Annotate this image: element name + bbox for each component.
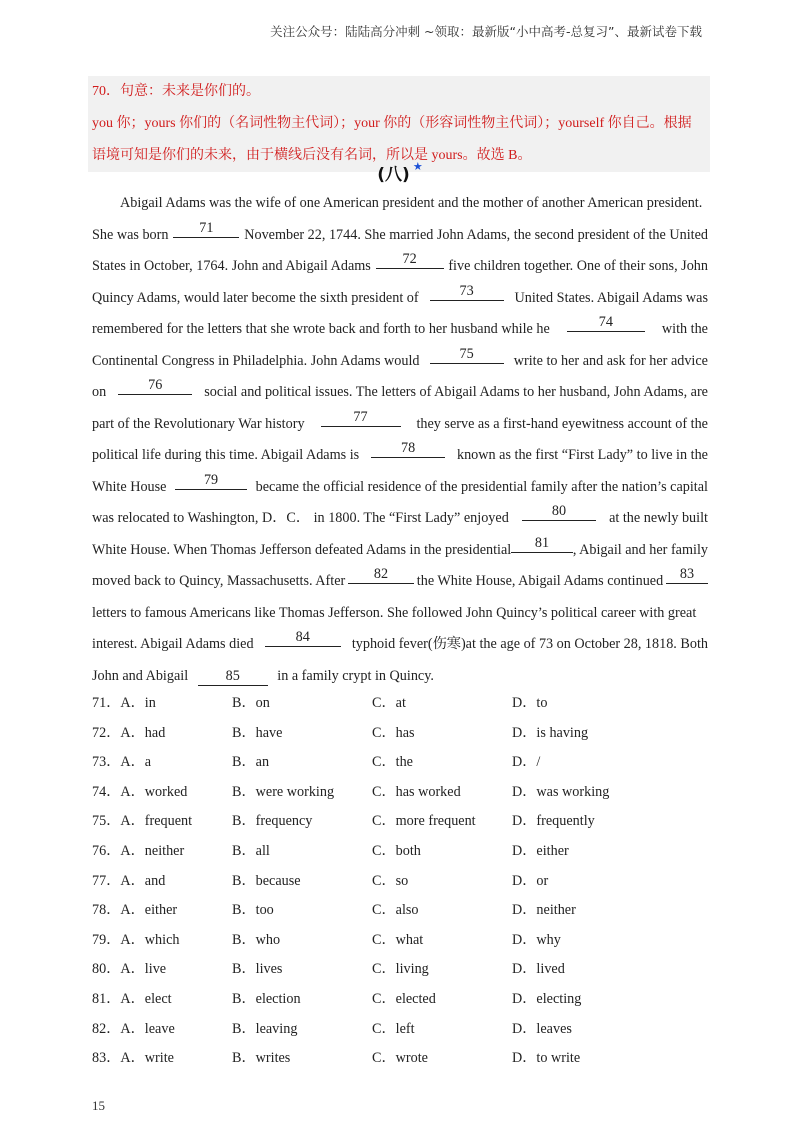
passage-line: [92, 629, 708, 661]
option-b[interactable]: B．all: [232, 842, 270, 859]
option-d[interactable]: D．why: [512, 931, 561, 948]
blank-81[interactable]: 81: [511, 535, 573, 553]
option-row: [92, 867, 712, 897]
blank-75[interactable]: 75: [430, 346, 504, 364]
passage-text: on: [92, 384, 107, 400]
option-a[interactable]: 79．A．which: [92, 931, 180, 948]
option-a[interactable]: 72．A．had: [92, 724, 166, 741]
option-row: [92, 689, 712, 719]
passage-text: social and political issues. The letters of Abigail Adams to her husband, John Adams, are: [204, 384, 708, 400]
option-row: [92, 926, 712, 956]
cloze-passage: [92, 188, 708, 692]
option-row: [92, 896, 712, 926]
option-row: [92, 1015, 712, 1045]
passage-line: [92, 188, 708, 220]
passage-text: , Abigail and her family: [572, 541, 708, 558]
passage-text: typhoid fever(伤寒)at the age of 73 on October 28, 1818. Both: [351, 636, 708, 652]
passage-line: [92, 503, 708, 535]
passage-text: political life during this time. Abigail Adams is: [92, 447, 360, 463]
passage-text: United States. Abigail Adams was: [514, 289, 708, 306]
passage-text: She was born: [92, 226, 169, 243]
answer-line: 70．句意：未来是你们的。: [92, 84, 260, 99]
passage-line: [92, 314, 708, 346]
blank-77[interactable]: 77: [321, 409, 401, 427]
passage-text: November 22, 1744. She married John Adams, the second president of the United: [244, 226, 708, 243]
passage-line: [92, 220, 708, 252]
option-b[interactable]: B．who: [232, 931, 281, 948]
option-b[interactable]: B．on: [232, 695, 270, 711]
option-a[interactable]: 73．A．a: [92, 754, 152, 771]
option-b[interactable]: B．have: [232, 724, 283, 741]
option-row: [92, 955, 712, 985]
answer-explanation: [88, 76, 710, 172]
option-a[interactable]: 83．A．write: [92, 1050, 174, 1067]
option-c[interactable]: C．wrote: [372, 1050, 428, 1067]
passage-line: [92, 440, 708, 472]
option-c[interactable]: C．elected: [372, 990, 436, 1007]
passage-text: was relocated to Washington, D．C． in 1800. The “First Lady” enjoyed: [92, 510, 509, 526]
option-b[interactable]: B．because: [232, 872, 301, 889]
option-b[interactable]: B．election: [232, 990, 301, 1007]
blank-84[interactable]: 84: [265, 629, 341, 647]
passage-line: [92, 377, 708, 409]
blank-79[interactable]: 79: [175, 472, 247, 490]
option-d[interactable]: D．neither: [512, 902, 576, 919]
passage-text: remembered for the letters that she wrote back and forth to her husband while he: [92, 321, 550, 337]
option-d[interactable]: D．electing: [512, 990, 582, 1007]
option-row: [92, 748, 712, 778]
page-header: 关注公众号：陆陆高分冲刺 ~领取：最新版“小中高考-总复习”、最新试卷下载: [270, 24, 702, 39]
option-d[interactable]: D．leaves: [512, 1020, 572, 1037]
passage-text: John and Abigail: [92, 667, 189, 684]
option-a[interactable]: 76．A．neither: [92, 842, 185, 859]
option-c[interactable]: C．so: [372, 872, 409, 889]
option-row: [92, 807, 712, 837]
section-title-text: (八): [377, 165, 410, 185]
passage-text: White House. When Thomas Jefferson defeated Adams in the presidential: [92, 541, 512, 558]
passage-text: the White House, Abigail Adams continued: [416, 573, 664, 589]
blank-71[interactable]: 71: [173, 220, 239, 238]
passage-text: moved back to Quincy, Massachusetts. After: [92, 573, 346, 589]
option-d[interactable]: D．was working: [512, 783, 610, 800]
passage-line: [92, 535, 708, 567]
option-b[interactable]: B．an: [232, 754, 270, 771]
option-row: [92, 1044, 712, 1074]
blank-82[interactable]: 82: [348, 566, 414, 584]
option-c[interactable]: C．has: [372, 724, 415, 741]
option-d[interactable]: D．to write: [512, 1050, 581, 1067]
passage-text: five children together. One of their sons, John: [448, 258, 708, 274]
option-b[interactable]: B．leaving: [232, 1020, 298, 1037]
option-d[interactable]: D．or: [512, 872, 549, 889]
blank-78[interactable]: 78: [371, 440, 445, 458]
passage-text: Continental Congress in Philadelphia. John Adams would: [92, 352, 420, 369]
option-c[interactable]: C．living: [372, 961, 429, 978]
passage-text: they serve as a first-hand eyewitness account of the: [416, 415, 708, 432]
page-number: 15: [92, 1098, 105, 1113]
option-row: [92, 837, 712, 867]
option-b[interactable]: B．lives: [232, 961, 283, 978]
passage-text: White House: [92, 478, 167, 495]
blank-83[interactable]: 83: [666, 566, 708, 584]
option-d[interactable]: D．is having: [512, 724, 589, 741]
blank-74[interactable]: 74: [567, 314, 645, 332]
blank-73[interactable]: 73: [430, 283, 504, 301]
option-b[interactable]: B．writes: [232, 1050, 291, 1067]
passage-text: Quincy Adams, would later become the sixth president of: [92, 289, 419, 306]
passage-line: [92, 661, 708, 693]
passage-text: letters to famous Americans like Thomas Jefferson. She followed John Quincy’s political career with great: [92, 604, 697, 621]
option-b[interactable]: B．too: [232, 902, 274, 919]
passage-line: [92, 566, 708, 598]
blank-72[interactable]: 72: [376, 251, 444, 269]
option-row: [92, 985, 712, 1015]
option-a[interactable]: 74．A．worked: [92, 783, 188, 800]
passage-text: interest. Abigail Adams died: [92, 636, 254, 652]
passage-text: with the: [661, 321, 708, 337]
option-a[interactable]: 78．A．either: [92, 902, 178, 919]
option-a[interactable]: 71．A．in: [92, 695, 156, 711]
option-c[interactable]: C．the: [372, 754, 413, 771]
passage-text: Abigail Adams was the wife of one American president and the mother of another American president.: [120, 195, 703, 211]
passage-text: known as the first “First Lady” to live in the: [456, 447, 708, 463]
option-row: [92, 719, 712, 749]
answer-line: 语境可知是你们的未来，由于横线后没有名词，所以是 yours。故选 B。: [92, 148, 532, 163]
passage-line: [92, 283, 708, 315]
passage-text: became the official residence of the presidential family after the nation’s capital: [255, 478, 708, 495]
option-a[interactable]: 75．A．frequent: [92, 813, 193, 830]
option-c[interactable]: C．left: [372, 1020, 415, 1037]
star-icon: ★: [412, 160, 423, 173]
blank-80[interactable]: 80: [522, 503, 596, 521]
blank-76[interactable]: 76: [118, 377, 192, 395]
passage-line: [92, 472, 708, 504]
option-d[interactable]: D．lived: [512, 961, 565, 978]
option-c[interactable]: C．what: [372, 931, 424, 948]
option-c[interactable]: C．at: [372, 695, 406, 711]
passage-line: [92, 346, 708, 378]
passage-text: in a family crypt in Quincy.: [277, 667, 434, 684]
option-c[interactable]: C．also: [372, 902, 419, 919]
option-d[interactable]: D．either: [512, 842, 569, 859]
option-b[interactable]: B．were working: [232, 783, 335, 800]
passage-text: write to her and ask for her advice: [513, 352, 708, 369]
option-a[interactable]: 77．A．and: [92, 872, 166, 889]
option-c[interactable]: C．more frequent: [372, 813, 476, 830]
option-c[interactable]: C．both: [372, 842, 421, 859]
passage-text: at the newly built: [609, 510, 708, 526]
passage-line: [92, 251, 708, 283]
section-title: [0, 160, 800, 185]
options-list: [92, 689, 712, 1074]
option-row: [92, 778, 712, 808]
passage-line: [92, 598, 708, 630]
option-d[interactable]: D．to: [512, 695, 548, 711]
option-a[interactable]: 81．A．elect: [92, 990, 172, 1007]
passage-line: [92, 409, 708, 441]
option-b[interactable]: B．frequency: [232, 813, 313, 830]
passage-text: States in October, 1764. John and Abigail Adams: [92, 258, 371, 274]
option-c[interactable]: C．has worked: [372, 783, 461, 800]
option-d[interactable]: D．frequently: [512, 813, 595, 830]
passage-text: part of the Revolutionary War history: [92, 415, 305, 432]
blank-85[interactable]: 85: [198, 668, 268, 686]
option-a[interactable]: 82．A．leave: [92, 1020, 175, 1037]
option-a[interactable]: 80．A．live: [92, 961, 167, 978]
option-d[interactable]: D．/: [512, 754, 541, 771]
answer-line: you 你；yours 你们的（名词性物主代词）；your 你的（形容词性物主代词）；yourself 你自己。根据: [92, 116, 692, 131]
